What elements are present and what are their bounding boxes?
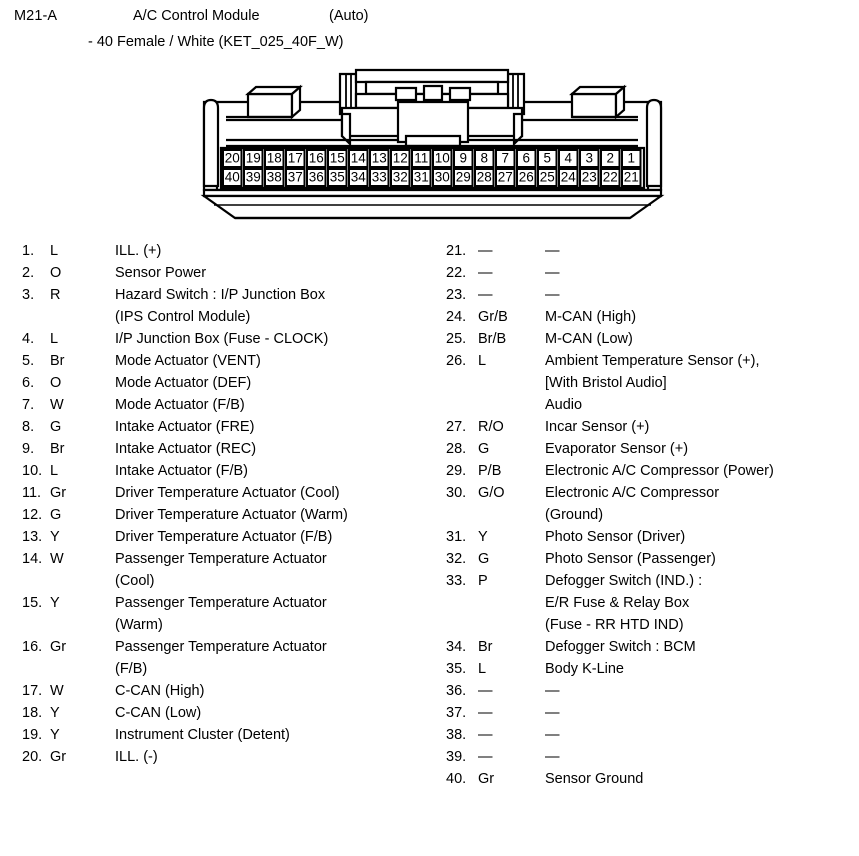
pin-number: 2. <box>22 265 35 281</box>
pin-row <box>446 683 859 705</box>
pin-description: ILL. (+) <box>115 243 162 259</box>
pin-number-32: 32 <box>392 169 408 185</box>
wire-color-code: Gr <box>478 771 495 787</box>
pin-number: 18. <box>22 705 43 721</box>
pin-row <box>22 463 452 485</box>
pin-row <box>446 287 859 309</box>
pin-description: (Cool) <box>115 573 155 589</box>
wire-color-code: — <box>478 265 493 281</box>
pin-number: 16. <box>22 639 43 655</box>
pin-number-4: 4 <box>564 150 573 166</box>
pin-description: Intake Actuator (REC) <box>115 441 257 457</box>
pin-number: 3. <box>22 287 35 303</box>
pin-row <box>446 309 859 331</box>
pin-number: 36. <box>446 683 467 699</box>
pin-row <box>446 397 859 419</box>
wire-color-code: Gr <box>50 639 67 655</box>
pin-number: 32. <box>446 551 467 567</box>
pin-description: Sensor Ground <box>545 771 644 787</box>
pin-description: Ambient Temperature Sensor (+), <box>545 353 760 369</box>
wire-color-code: Y <box>50 727 60 743</box>
pin-description: (Ground) <box>545 507 604 523</box>
wire-color-code: — <box>478 683 493 699</box>
connector-face-diagram <box>190 62 675 222</box>
pin-description: Audio <box>545 397 583 413</box>
pin-row <box>22 749 452 771</box>
pin-row <box>22 353 452 375</box>
pin-row <box>22 507 452 529</box>
pin-number-38: 38 <box>266 169 282 185</box>
wire-color-code: Y <box>50 705 60 721</box>
pin-row <box>446 441 859 463</box>
pin-number: 38. <box>446 727 467 743</box>
pin-row <box>22 485 452 507</box>
wire-color-code: L <box>50 243 59 259</box>
pin-number: 39. <box>446 749 467 765</box>
wire-color-code: L <box>478 661 487 677</box>
pin-description: — <box>545 749 560 765</box>
pin-description: Incar Sensor (+) <box>545 419 650 435</box>
wire-color-code: G/O <box>478 485 505 501</box>
pin-number-7: 7 <box>501 150 510 166</box>
pin-number: 23. <box>446 287 467 303</box>
pin-description: — <box>545 683 560 699</box>
pin-row <box>446 529 859 551</box>
pin-row <box>446 375 859 397</box>
pin-number: 26. <box>446 353 467 369</box>
pin-list-right <box>446 243 859 793</box>
pin-description: Defogger Switch (IND.) : <box>545 573 703 589</box>
module-variant: (Auto) <box>329 8 369 24</box>
pin-number-35: 35 <box>329 169 345 185</box>
pin-number-33: 33 <box>371 169 387 185</box>
wire-color-code: L <box>50 331 59 347</box>
pin-number-11: 11 <box>414 150 429 166</box>
pin-number-31: 31 <box>413 169 429 185</box>
pin-number-14: 14 <box>350 150 366 166</box>
pin-description: Mode Actuator (VENT) <box>115 353 261 369</box>
pin-number-9: 9 <box>459 150 468 166</box>
pin-number: 24. <box>446 309 467 325</box>
pin-description: Defogger Switch : BCM <box>545 639 696 655</box>
wire-color-code: G <box>50 507 62 523</box>
wire-color-code: P <box>478 573 488 589</box>
pin-number-23: 23 <box>581 169 597 185</box>
pin-description: (F/B) <box>115 661 148 677</box>
pin-number-22: 22 <box>602 169 618 185</box>
pin-row <box>22 683 452 705</box>
pin-number-8: 8 <box>480 150 489 166</box>
wire-color-code: Br <box>478 639 493 655</box>
pin-description: E/R Fuse & Relay Box <box>545 595 690 611</box>
wire-color-code: W <box>50 551 64 567</box>
pin-number-19: 19 <box>245 150 261 166</box>
pin-number-29: 29 <box>455 169 471 185</box>
pin-description: Body K-Line <box>545 661 624 677</box>
diagram-header <box>0 0 859 60</box>
pin-number: 14. <box>22 551 43 567</box>
pin-row <box>446 771 859 793</box>
wire-color-code: O <box>50 375 62 391</box>
pin-description: Driver Temperature Actuator (Cool) <box>115 485 340 501</box>
wire-color-code: Br <box>50 353 65 369</box>
pin-number-12: 12 <box>392 150 408 166</box>
pin-row <box>22 265 452 287</box>
pin-row <box>22 529 452 551</box>
wire-color-code: Y <box>50 529 60 545</box>
wire-color-code: L <box>478 353 487 369</box>
wire-color-code: — <box>478 705 493 721</box>
pin-number: 6. <box>22 375 35 391</box>
module-name: A/C Control Module <box>133 8 260 24</box>
pin-row <box>446 507 859 529</box>
pin-number-1: 1 <box>627 150 636 166</box>
pin-description: — <box>545 243 560 259</box>
pin-row <box>22 419 452 441</box>
pin-description: (IPS Control Module) <box>115 309 251 325</box>
pin-number-40: 40 <box>224 169 240 185</box>
wire-color-code: Gr <box>50 485 67 501</box>
pin-row <box>22 727 452 749</box>
pin-number-15: 15 <box>329 150 345 166</box>
pin-number: 33. <box>446 573 467 589</box>
pin-number: 10. <box>22 463 43 479</box>
pin-description: Electronic A/C Compressor (Power) <box>545 463 774 479</box>
pin-number-37: 37 <box>287 169 303 185</box>
wire-color-code: Gr <box>50 749 67 765</box>
pin-number: 25. <box>446 331 467 347</box>
pin-number: 13. <box>22 529 43 545</box>
wire-color-code: G <box>50 419 62 435</box>
wire-color-code: Gr/B <box>478 309 508 325</box>
pin-number: 30. <box>446 485 467 501</box>
pin-row <box>446 639 859 661</box>
pin-number: 29. <box>446 463 467 479</box>
pin-number-20: 20 <box>224 150 240 166</box>
pin-row <box>446 243 859 265</box>
pin-number-13: 13 <box>371 150 387 166</box>
pin-row <box>446 463 859 485</box>
pin-row <box>446 331 859 353</box>
pin-number: 20. <box>22 749 43 765</box>
wire-color-code: — <box>478 287 493 303</box>
pin-description: Passenger Temperature Actuator <box>115 595 327 611</box>
pin-description: Driver Temperature Actuator (F/B) <box>115 529 333 545</box>
pin-row <box>446 661 859 683</box>
pin-description: C-CAN (Low) <box>115 705 202 721</box>
pin-number-26: 26 <box>518 169 534 185</box>
pin-description: (Fuse - RR HTD IND) <box>545 617 684 633</box>
pin-row <box>22 331 452 353</box>
pin-number: 37. <box>446 705 467 721</box>
pin-list-left <box>22 243 452 771</box>
pin-description: Driver Temperature Actuator (Warm) <box>115 507 348 523</box>
pin-description: Photo Sensor (Passenger) <box>545 551 716 567</box>
pin-row <box>22 287 452 309</box>
pin-number: 11. <box>22 485 42 501</box>
pin-number-30: 30 <box>434 169 450 185</box>
pin-number-10: 10 <box>434 150 450 166</box>
pin-number: 8. <box>22 419 35 435</box>
pin-number-3: 3 <box>585 150 594 166</box>
connector-code: M21-A <box>14 8 58 24</box>
pin-description: Sensor Power <box>115 265 207 281</box>
wire-color-code: — <box>478 727 493 743</box>
pin-number: 31. <box>446 529 467 545</box>
pin-number-24: 24 <box>560 169 576 185</box>
pin-description: (Warm) <box>115 617 163 633</box>
pin-number: 4. <box>22 331 35 347</box>
pin-row <box>22 441 452 463</box>
pin-number-25: 25 <box>539 169 555 185</box>
pin-number: 35. <box>446 661 467 677</box>
wire-color-code: G <box>478 551 490 567</box>
wire-color-code: G <box>478 441 490 457</box>
pin-description: Evaporator Sensor (+) <box>545 441 689 457</box>
wire-color-code: Y <box>50 595 60 611</box>
wire-color-code: Y <box>478 529 488 545</box>
pin-number-16: 16 <box>308 150 324 166</box>
pin-description: Mode Actuator (F/B) <box>115 397 245 413</box>
pin-number: 27. <box>446 419 467 435</box>
pin-description: Instrument Cluster (Detent) <box>115 727 290 743</box>
pin-description: Passenger Temperature Actuator <box>115 551 327 567</box>
pin-description: — <box>545 727 560 743</box>
pin-row <box>22 639 452 661</box>
pin-row <box>446 353 859 375</box>
pin-description: [With Bristol Audio] <box>545 375 667 391</box>
pin-number: 19. <box>22 727 43 743</box>
pin-row <box>22 617 452 639</box>
wire-color-code: — <box>478 243 493 259</box>
pin-number-5: 5 <box>543 150 552 166</box>
connector-spec: - 40 Female / White (KET_025_40F_W) <box>88 34 344 50</box>
pin-description: Electronic A/C Compressor <box>545 485 720 501</box>
pin-row <box>22 397 452 419</box>
pin-number-6: 6 <box>522 150 531 166</box>
pin-number-36: 36 <box>308 169 324 185</box>
pin-number: 22. <box>446 265 467 281</box>
pin-row <box>22 309 452 331</box>
pin-row <box>22 705 452 727</box>
pin-number: 40. <box>446 771 467 787</box>
pin-row <box>22 243 452 265</box>
pin-row <box>446 265 859 287</box>
pin-description: Intake Actuator (FRE) <box>115 419 255 435</box>
pin-row <box>446 551 859 573</box>
pin-row <box>22 551 452 573</box>
pin-row <box>22 375 452 397</box>
pin-row <box>22 595 452 617</box>
wire-color-code: P/B <box>478 463 502 479</box>
pin-number: 12. <box>22 507 43 523</box>
pin-row <box>446 595 859 617</box>
wire-color-code: W <box>50 683 64 699</box>
pin-row <box>446 705 859 727</box>
pin-number: 21. <box>446 243 467 259</box>
pin-description: — <box>545 287 560 303</box>
pin-number-39: 39 <box>245 169 261 185</box>
pin-number: 15. <box>22 595 43 611</box>
pin-row <box>446 419 859 441</box>
pin-number-28: 28 <box>476 169 492 185</box>
pin-number-34: 34 <box>350 169 366 185</box>
pin-description: Intake Actuator (F/B) <box>115 463 248 479</box>
pin-row <box>446 573 859 595</box>
wire-color-code: Br <box>50 441 65 457</box>
pin-number-18: 18 <box>266 150 282 166</box>
pin-row <box>446 749 859 771</box>
pin-number: 34. <box>446 639 467 655</box>
pin-description: — <box>545 705 560 721</box>
pin-number-27: 27 <box>497 169 513 185</box>
pin-number: 28. <box>446 441 467 457</box>
pin-description: Photo Sensor (Driver) <box>545 529 686 545</box>
pin-description: — <box>545 265 560 281</box>
pin-row <box>22 573 452 595</box>
pin-row <box>446 617 859 639</box>
pin-description: ILL. (-) <box>115 749 158 765</box>
pin-number-21: 21 <box>623 169 639 185</box>
pin-number: 17. <box>22 683 43 699</box>
pin-number-17: 17 <box>287 150 303 166</box>
pin-number: 5. <box>22 353 35 369</box>
wire-color-code: R/O <box>478 419 504 435</box>
pin-row <box>446 485 859 507</box>
wire-color-code: Br/B <box>478 331 507 347</box>
pin-description: M-CAN (Low) <box>545 331 633 347</box>
pin-description: C-CAN (High) <box>115 683 205 699</box>
pin-description: Passenger Temperature Actuator <box>115 639 327 655</box>
pin-description: I/P Junction Box (Fuse - CLOCK) <box>115 331 329 347</box>
wire-color-code: O <box>50 265 62 281</box>
pin-row <box>446 727 859 749</box>
pin-row <box>22 661 452 683</box>
pin-number: 1. <box>22 243 35 259</box>
pin-description: Mode Actuator (DEF) <box>115 375 252 391</box>
pin-number-2: 2 <box>606 150 615 166</box>
pin-number: 7. <box>22 397 35 413</box>
wire-color-code: L <box>50 463 59 479</box>
pin-number: 9. <box>22 441 35 457</box>
pin-description: M-CAN (High) <box>545 309 637 325</box>
wire-color-code: W <box>50 397 64 413</box>
pin-description: Hazard Switch : I/P Junction Box <box>115 287 326 303</box>
wire-color-code: — <box>478 749 493 765</box>
wire-color-code: R <box>50 287 61 303</box>
